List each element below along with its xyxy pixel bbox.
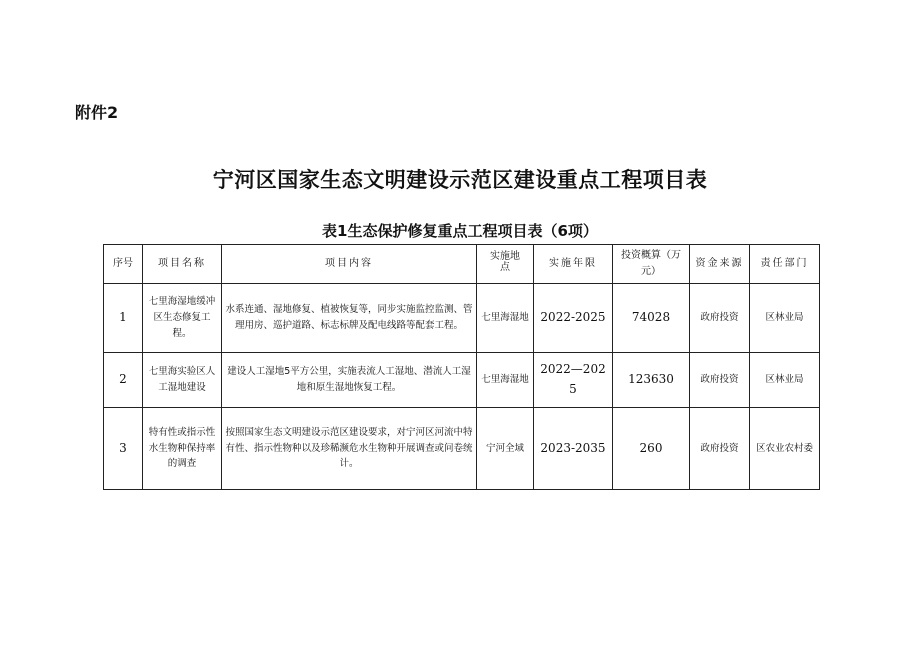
table-row [104,353,820,408]
cell-department: 区农业农村委 [750,408,820,490]
cell-name: 七里海湿地缓冲区生态修复工程。 [143,284,222,353]
cell-period: 2022-2025 [534,284,613,353]
cell-content: 按照国家生态文明建设示范区建设要求，对宁河区河流中特有性、指示性物种以及珍稀濒危水生物种开展调查或问卷统计。 [222,408,477,490]
cell-name: 特有性或指示性水生物种保持率的调查 [143,408,222,490]
header-investment: 投资概算（万元） [613,245,690,284]
cell-content: 水系连通、湿地修复、植被恢复等，同步实施监控监测、管理用房、巡护道路、标志标牌及配电线路等配套工程。 [222,284,477,353]
header-place [477,245,534,284]
cell-source: 政府投资 [690,408,750,490]
cell-investment: 260 [613,408,690,490]
cell-department: 区林业局 [750,284,820,353]
header-name: 项目名称 [143,245,222,284]
table-row [104,284,820,353]
cell-content: 建设人工湿地5平方公里，实施表流人工湿地、潜流人工湿地和原生湿地恢复工程。 [222,353,477,408]
cell-seq: 1 [104,284,143,353]
page-title: 宁河区国家生态文明建设示范区建设重点工程项目表 [212,168,708,192]
cell-investment: 123630 [613,353,690,408]
header-source: 资金来源 [690,245,750,284]
header-place-label: 实施地点 [490,251,520,274]
cell-period: 2022—2025 [534,353,613,408]
cell-department: 区林业局 [750,353,820,408]
cell-place: 七里海湿地 [477,284,534,353]
header-seq: 序号 [104,245,143,284]
table-title: 表1生态保护修复重点工程项目表（6项） [322,222,598,240]
header-period: 实施年限 [534,245,613,284]
cell-source: 政府投资 [690,353,750,408]
cell-investment: 74028 [613,284,690,353]
cell-place: 七里海湿地 [477,353,534,408]
header-department: 责任部门 [750,245,820,284]
cell-source: 政府投资 [690,284,750,353]
projects-table [103,244,820,490]
cell-name: 七里海实验区人工湿地建设 [143,353,222,408]
cell-place: 宁河全域 [477,408,534,490]
cell-seq: 2 [104,353,143,408]
header-content: 项目内容 [222,245,477,284]
table-header-row [104,245,820,284]
attachment-label: 附件2 [75,103,119,122]
cell-period: 2023-2035 [534,408,613,490]
cell-seq: 3 [104,408,143,490]
table-row [104,408,820,490]
